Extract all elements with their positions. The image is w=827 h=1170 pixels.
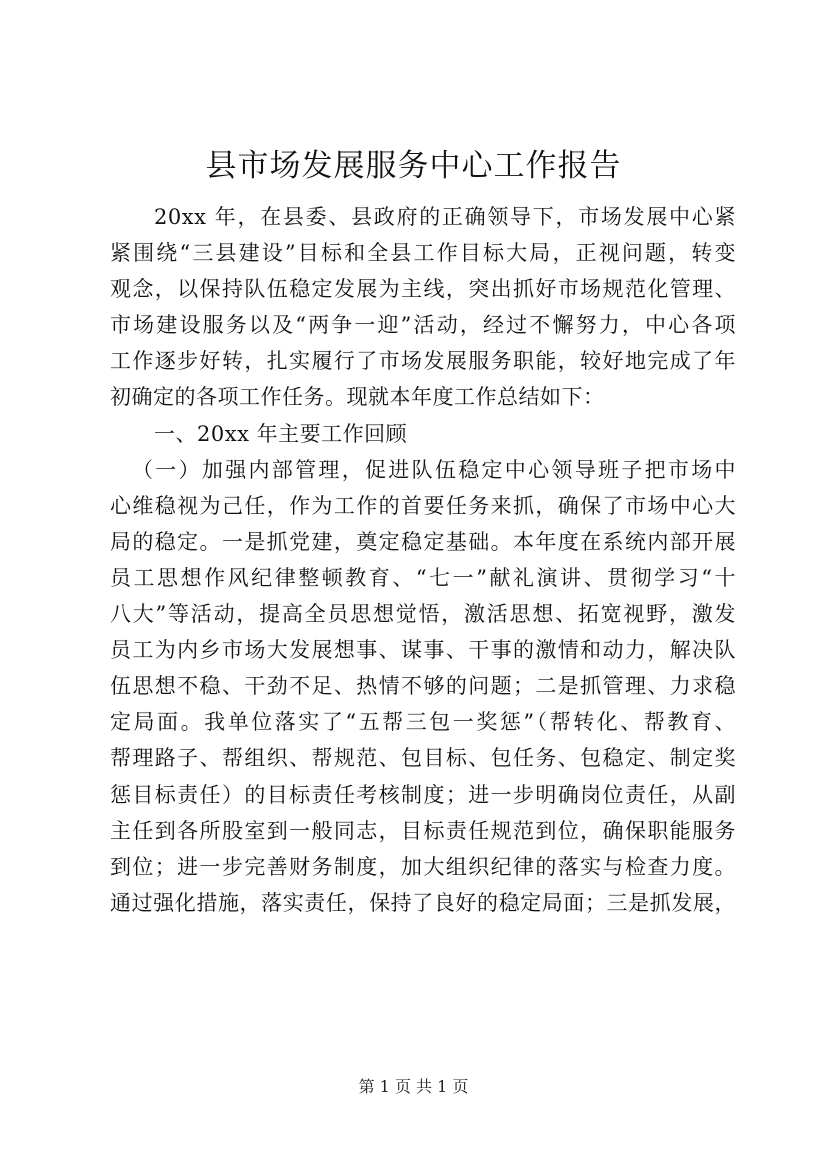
paragraph-line: 市场建设服务以及“两争一迎”活动，经过不懈努力，中心各项 (110, 313, 736, 338)
paragraph-line: （一）加强内部管理，促进队伍稳定中心领导班子把市场中 (132, 457, 736, 482)
page-number-footer: 第 1 页 共 1 页 (358, 1077, 469, 1096)
paragraph-line: 心维稳视为己任，作为工作的首要任务来抓，确保了市场中心大 (110, 493, 736, 518)
section-heading: 一、20xx 年主要工作回顾 (154, 421, 408, 446)
document-body (110, 199, 736, 921)
paragraph-line: 工作逐步好转，扎实履行了市场发展服务职能，较好地完成了年 (110, 349, 736, 374)
paragraph-line: 初确定的各项工作任务。现就本年度工作总结如下： (110, 385, 605, 410)
paragraph-line: 定局面。我单位落实了“五帮三包一奖惩”（帮转化、帮教育、 (110, 710, 736, 735)
paragraph-line: 员工为内乡市场大发展想事、谋事、干事的激情和动力，解决队 (110, 638, 736, 663)
paragraph-line: 通过强化措施，落实责任，保持了良好的稳定局面；三是抓发展， (110, 890, 736, 915)
paragraph-line: 惩目标责任）的目标责任考核制度；进一步明确岗位责任，从副 (110, 782, 736, 807)
paragraph-line: 20xx 年，在县委、县政府的正确领导下，市场发展中心紧 (154, 205, 736, 229)
paragraph-line: 局的稳定。一是抓党建，奠定稳定基础。本年度在系统内部开展 (110, 529, 736, 554)
paragraph-line: 主任到各所股室到一般同志，目标责任规范到位，确保职能服务 (110, 818, 736, 843)
paragraph-line: 伍思想不稳、干劲不足、热情不够的问题；二是抓管理、力求稳 (110, 674, 736, 699)
paragraph-line: 帮理路子、帮组织、帮规范、包目标、包任务、包稳定、制定奖 (110, 746, 736, 771)
paragraph-line: 到位；进一步完善财务制度，加大组织纪律的落实与检查力度。 (110, 854, 736, 879)
document-title: 县市场发展服务中心工作报告 (205, 148, 622, 184)
paragraph-line: 紧围绕“三县建设”目标和全县工作目标大局，正视问题，转变 (110, 241, 736, 266)
paragraph-line: 员工思想作风纪律整顿教育、“七一”献礼演讲、贯彻学习“十 (110, 565, 736, 590)
paragraph-line: 八大”等活动，提高全员思想觉悟，激活思想、拓宽视野，激发 (110, 602, 736, 627)
paragraph-line: 观念，以保持队伍稳定发展为主线，突出抓好市场规范化管理、 (110, 277, 736, 302)
